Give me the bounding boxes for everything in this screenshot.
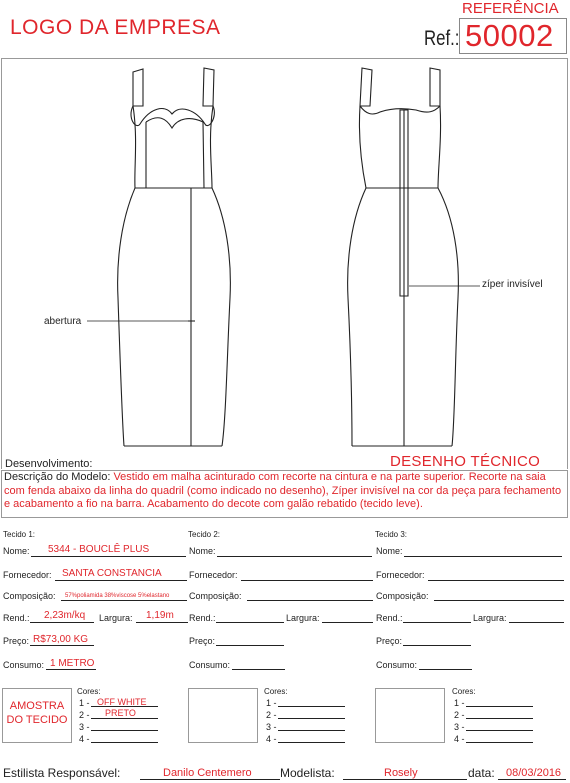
ref-prefix: Ref.: <box>424 27 460 50</box>
composicao-label: Composição: <box>189 591 242 601</box>
cor-3-label: 3 - <box>266 722 277 732</box>
consumo-label: Consumo: <box>3 660 45 670</box>
modelista-label: Modelista: <box>280 766 335 780</box>
fornecedor-line[interactable] <box>428 569 564 581</box>
rend-label: Rend.: <box>189 613 216 623</box>
largura-line[interactable] <box>322 612 373 623</box>
cor-1-value: OFF WHITE <box>97 697 147 707</box>
estilista-value: Danilo Centemero <box>163 767 252 779</box>
fornecedor-label: Fornecedor: <box>189 570 238 580</box>
largura-line[interactable] <box>509 612 564 623</box>
cor-1-line[interactable] <box>278 697 345 707</box>
fabric-swatch <box>188 688 258 743</box>
rend-value: 2,23m/kq <box>44 610 86 621</box>
fabric-title: Tecido 2: <box>188 530 221 539</box>
composicao-line[interactable] <box>247 590 373 601</box>
amostra-text: AMOSTRA DO TECIDO <box>6 700 68 726</box>
nome-line[interactable] <box>217 545 372 557</box>
cores-label: Cores: <box>264 687 288 696</box>
largura-label: Largura: <box>99 613 133 623</box>
nome-label: Nome: <box>189 546 216 556</box>
cor-3-label: 3 - <box>79 722 90 732</box>
desenvolvimento-label: Desenvolvimento: <box>5 458 93 470</box>
preco-line[interactable] <box>403 635 471 646</box>
preco-label: Preço: <box>189 636 216 646</box>
composicao-line[interactable] <box>434 590 564 601</box>
preco-line[interactable] <box>216 635 284 646</box>
description <box>4 471 567 512</box>
cor-1-label: 1 - <box>79 698 90 708</box>
consumo-line[interactable] <box>419 659 472 670</box>
cor-4-line[interactable] <box>278 733 345 743</box>
cor-4-label: 4 - <box>79 734 90 744</box>
estilista-label: Estilista Responsável: <box>3 766 121 780</box>
cor-2-value: PRETO <box>105 708 136 718</box>
fornecedor-value: SANTA CONSTANCIA <box>62 568 162 579</box>
composicao-label: Composição: <box>376 591 429 601</box>
nome-label: Nome: <box>376 546 403 556</box>
dress-back-sketch <box>348 68 480 446</box>
nome-label: Nome: <box>3 546 30 556</box>
label-abertura: abertura <box>44 316 82 327</box>
cor-2-label: 2 - <box>266 710 277 720</box>
cor-4-label: 4 - <box>266 734 277 744</box>
rend-line[interactable] <box>216 612 284 623</box>
cor-2-label: 2 - <box>454 710 465 720</box>
rend-label: Rend.: <box>3 613 30 623</box>
reference-label: REFERÊNCIA <box>462 0 559 17</box>
fabric-title: Tecido 1: <box>3 530 36 539</box>
cores-label: Cores: <box>452 687 476 696</box>
preco-label: Preço: <box>3 636 30 646</box>
technical-drawing-title: DESENHO TÉCNICO <box>390 453 541 470</box>
cor-3-label: 3 - <box>454 722 465 732</box>
preco-value: R$73,00 KG <box>33 634 89 645</box>
consumo-value: 1 METRO <box>50 658 95 669</box>
modelista-value: Rosely <box>384 767 418 779</box>
cor-4-line[interactable] <box>91 733 158 743</box>
cor-3-line[interactable] <box>91 721 158 731</box>
description-text: Vestido em malha acinturado com recorte na cintura e na parte superior. Recorte na saia com fenda abaixo da linha do quadril (como indicado no desenho), Zíper invisível na cor da peça para fechamento e acabamento a fio na barra. Acabamento do decote com galão rebatido (tecido leve). <box>4 471 562 510</box>
cor-2-line[interactable] <box>466 709 533 719</box>
largura-label: Largura: <box>473 613 507 623</box>
description-label: Descrição do Modelo: <box>4 471 114 483</box>
fabric-title: Tecido 3: <box>375 530 408 539</box>
fornecedor-label: Fornecedor: <box>3 570 52 580</box>
cor-1-line[interactable] <box>466 697 533 707</box>
cor-4-line[interactable] <box>466 733 533 743</box>
cor-2-label: 2 - <box>79 710 90 720</box>
cor-4-label: 4 - <box>454 734 465 744</box>
cor-3-line[interactable] <box>278 721 345 731</box>
cor-2-line[interactable] <box>278 709 345 719</box>
preco-label: Preço: <box>376 636 403 646</box>
largura-value: 1,19m <box>146 610 174 621</box>
consumo-label: Consumo: <box>376 660 418 670</box>
cor-1-label: 1 - <box>454 698 465 708</box>
composicao-value: 57%poliamida 38%viscose 5%elastano <box>65 593 170 599</box>
label-ziper: zíper invisível <box>482 279 543 290</box>
rend-line[interactable] <box>403 612 471 623</box>
reference-number: 50002 <box>465 18 554 53</box>
composicao-label: Composição: <box>3 591 56 601</box>
rend-label: Rend.: <box>376 613 403 623</box>
cor-3-line[interactable] <box>466 721 533 731</box>
fornecedor-label: Fornecedor: <box>376 570 425 580</box>
fornecedor-line[interactable] <box>241 569 373 581</box>
consumo-label: Consumo: <box>189 660 231 670</box>
company-logo-text: LOGO DA EMPRESA <box>10 16 221 39</box>
cor-1-label: 1 - <box>266 698 277 708</box>
largura-label: Largura: <box>286 613 320 623</box>
dress-front-sketch <box>87 68 230 446</box>
data-value: 08/03/2016 <box>506 767 562 779</box>
technical-drawing <box>0 58 570 458</box>
data-label: data: <box>468 766 495 780</box>
cores-label: Cores: <box>77 687 101 696</box>
fabric-swatch <box>375 688 445 743</box>
nome-line[interactable] <box>404 545 562 557</box>
consumo-line[interactable] <box>232 659 285 670</box>
nome-value: 5344 - BOUCLÊ PLUS <box>48 544 150 555</box>
